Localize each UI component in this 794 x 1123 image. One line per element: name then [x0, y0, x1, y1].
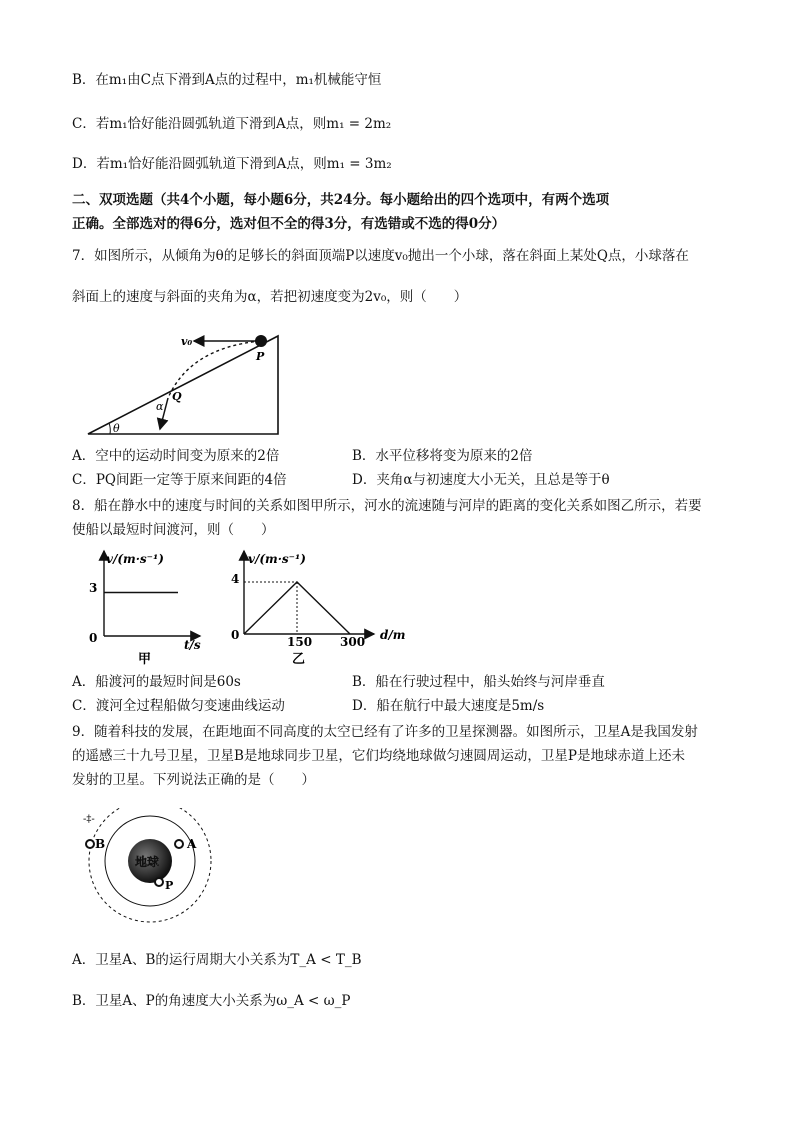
ball: [255, 335, 267, 347]
q9-stem-line2: 的遥感三十九号卫星，卫星B是地球同步卫星，它们均绕地球做匀速圆周运动，卫星P是地球赤道上还未: [72, 748, 686, 764]
yi-xtick-300: 300: [340, 635, 366, 649]
q7-incline-figure: [80, 328, 290, 440]
q6-option-b: B．在m₁由C点下滑到A点的过程中，m₁机械能守恒: [72, 72, 382, 88]
q8-option-a: A．船渡河的最短时间是60s: [72, 674, 241, 690]
q7-stem-line2: 斜面上的速度与斜面的夹角为α，若把初速度变为2v₀，则（ ）: [72, 289, 468, 305]
label-p: P: [165, 879, 174, 892]
q8-stem-line2: 使船以最短时间渡河，则（ ）: [72, 522, 275, 538]
q7-option-c: C．PQ间距一定等于原来间距的4倍: [72, 472, 287, 488]
jia-ytick-3: 3: [89, 581, 98, 595]
label-b: B: [95, 837, 106, 851]
q7-option-b: B．水平位移将变为原来的2倍: [352, 448, 533, 464]
q8-chart-jia: [76, 543, 216, 668]
q7-stem-line1: 7．如图所示，从倾角为θ的足够长的斜面顶端P以速度v₀抛出一个小球，落在斜面上某处Q点，小球落在: [72, 248, 689, 264]
section-2-heading-line2: 正确。全部选对的得6分，选对但不全的得3分，有选错或不选的得0分）: [72, 216, 506, 232]
q8-option-d: D．船在航行中最大速度是5m/s: [352, 698, 545, 714]
q6-option-c: C．若m₁恰好能沿圆弧轨道下滑到A点，则m₁ = 2m₂: [72, 116, 392, 132]
q7-option-d: D．夹角α与初速度大小无关，且总是等于θ: [352, 472, 610, 488]
q8-option-b: B．船在行驶过程中，船头始终与河岸垂直: [352, 674, 605, 690]
q9-stem-line3: 发射的卫星。下列说法正确的是（ ）: [72, 772, 315, 788]
label-v0: v₀: [181, 335, 193, 348]
label-a: A: [187, 837, 197, 851]
corner-mark: -‡-: [83, 814, 95, 825]
yi-ytick-4: 4: [231, 572, 240, 586]
satellite-b: [86, 840, 94, 848]
q9-orbit-figure: [76, 808, 226, 926]
q8-option-c: C．渡河全过程船做匀变速曲线运动: [72, 698, 285, 714]
q9-option-a: A．卫星A、B的运行周期大小关系为T_A < T_B: [72, 952, 362, 968]
yi-y-label: v/(m·s⁻¹): [248, 552, 306, 566]
yi-xtick-150: 150: [287, 635, 313, 649]
q9-stem-line1: 9．随着科技的发展，在距地面不同高度的太空已经有了许多的卫星探测器。如图所示，卫星A是我国发射: [72, 724, 698, 740]
jia-y-label: v/(m·s⁻¹): [106, 552, 164, 566]
jia-x-label: t/s: [184, 638, 201, 652]
q6-option-d: D．若m₁恰好能沿圆弧轨道下滑到A点，则m₁ = 3m₂: [72, 156, 392, 172]
section-2-heading-line1: 二、双项选题（共4个小题，每小题6分，共24分。每小题给出的四个选项中，有两个选项: [72, 192, 610, 208]
label-p: P: [256, 350, 265, 363]
yi-x-label: d/m: [380, 628, 406, 642]
q7-option-a: A．空中的运动时间变为原来的2倍: [72, 448, 280, 464]
label-alpha: α: [156, 400, 164, 413]
yi-origin: 0: [231, 628, 240, 642]
yi-title: 乙: [292, 652, 306, 667]
incline: [88, 336, 278, 434]
jia-origin: 0: [89, 631, 98, 645]
q9-option-b: B．卫星A、P的角速度大小关系为ω_A < ω_P: [72, 993, 351, 1009]
label-q: Q: [172, 390, 182, 403]
q8-stem-line1: 8．船在静水中的速度与时间的关系如图甲所示，河水的流速随与河岸的距离的变化关系如图乙所示，若要: [72, 498, 702, 514]
label-theta: θ: [113, 422, 120, 435]
jia-title: 甲: [138, 652, 152, 667]
satellite-a: [175, 840, 183, 848]
satellite-p: [155, 878, 163, 886]
q8-chart-yi: [224, 543, 414, 668]
earth-label: 地球: [135, 855, 160, 869]
theta-arc: [109, 423, 110, 434]
